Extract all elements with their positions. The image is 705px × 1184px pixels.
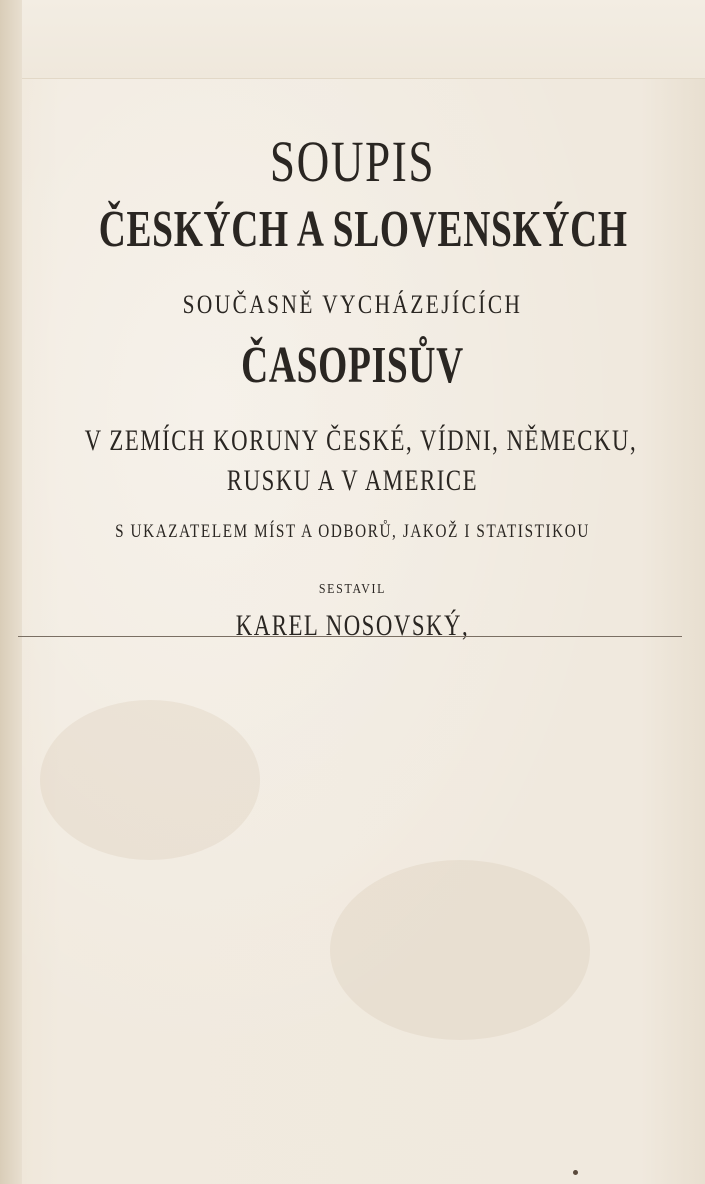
title-casopisuv: ČASOPISŮV — [241, 337, 464, 394]
title-soupis: SOUPIS — [269, 129, 436, 194]
compiled-by-label: SESTAVIL — [318, 582, 387, 597]
page-left-edge — [0, 0, 22, 1184]
paper-stain — [40, 700, 260, 860]
paper-stain — [330, 860, 590, 1040]
subtitle-rusku-a-v-americe: RUSKU A V AMERICE — [226, 464, 479, 497]
page-top-strip — [22, 0, 705, 79]
subtitle-zemich-koruny: V ZEMÍCH KORUNY ČESKÉ, VÍDNI, NĚMECKU, — [84, 424, 638, 457]
title-ceskych-a-slovenskych: ČESKÝCH A SLOVENSKÝCH — [98, 201, 628, 258]
author-name: KAREL NOSOVSKÝ, — [235, 609, 470, 642]
index-statistics-line: S UKAZATELEM MÍST A ODBORŮ, JAKOŽ I STATISTIKOU — [115, 521, 590, 542]
ink-speck — [573, 1170, 578, 1175]
page-fold-line — [18, 636, 682, 637]
title-soucasne-vychazejicich: SOUČASNĚ VYCHÁZEJÍCÍCH — [182, 290, 523, 319]
